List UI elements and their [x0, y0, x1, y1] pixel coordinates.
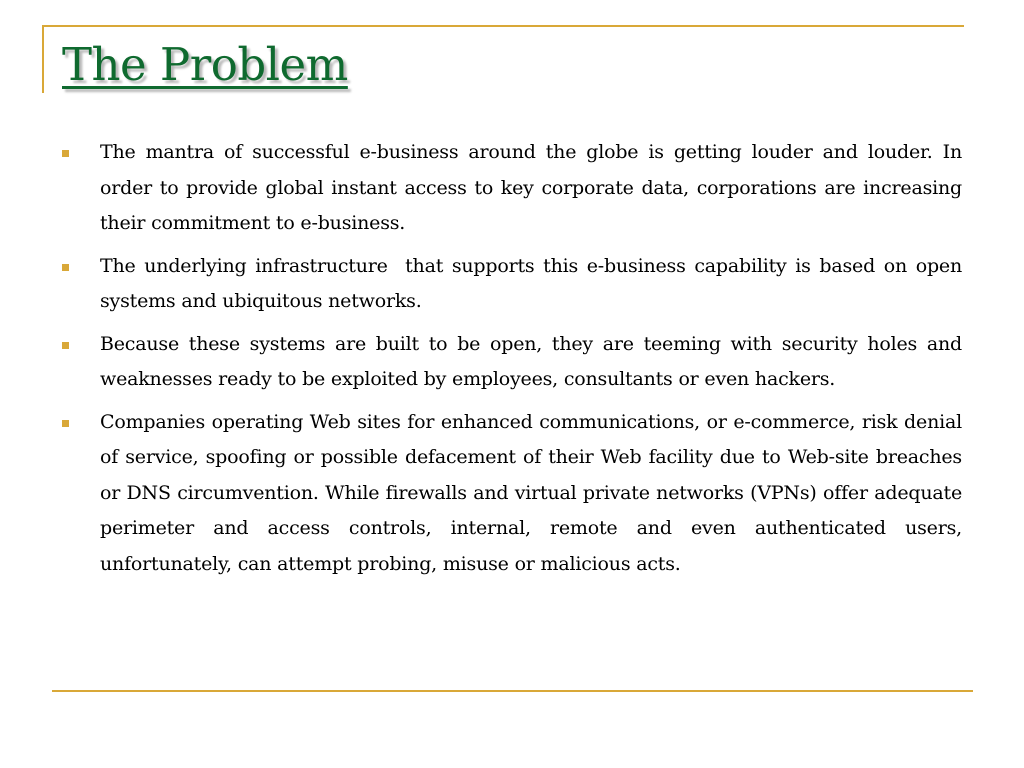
- frame-top-line: [42, 25, 964, 27]
- slide-title: The Problem: [62, 38, 348, 91]
- frame-bottom-line: [52, 690, 973, 692]
- bullet-text: Companies operating Web sites for enhanced communications, or e-commerce, risk denial of service, spoofing or possible defacement of their Web facility due to Web-site breaches or DNS circumvention. While firewalls and virtual private networks (VPNs) offer adequate perimeter and access controls, internal, remote and even authenticated users, unfortunately, can attempt probing, misuse or malicious acts.: [100, 410, 962, 575]
- square-bullet-icon: [62, 342, 69, 349]
- bullet-item: [62, 405, 962, 583]
- square-bullet-icon: [62, 150, 69, 157]
- bullet-text: The mantra of successful e-business around the globe is getting louder and louder. In order to provide global instant access to key corporate data, corporations are increasing their commitment to e-business.: [100, 141, 962, 234]
- frame-left-line: [42, 25, 44, 93]
- bullet-list: [62, 135, 968, 589]
- bullet-text: The underlying infrastructure that supports this e-business capability is based on open systems and ubiquitous networks.: [100, 254, 968, 312]
- bullet-text: Because these systems are built to be open, they are teeming with security holes and weaknesses ready to be exploited by employees, consultants or even hackers.: [100, 332, 962, 390]
- bullet-item: [62, 327, 962, 398]
- square-bullet-icon: [62, 264, 69, 271]
- bullet-item: [62, 249, 968, 320]
- bullet-item: [62, 135, 962, 242]
- square-bullet-icon: [62, 420, 69, 427]
